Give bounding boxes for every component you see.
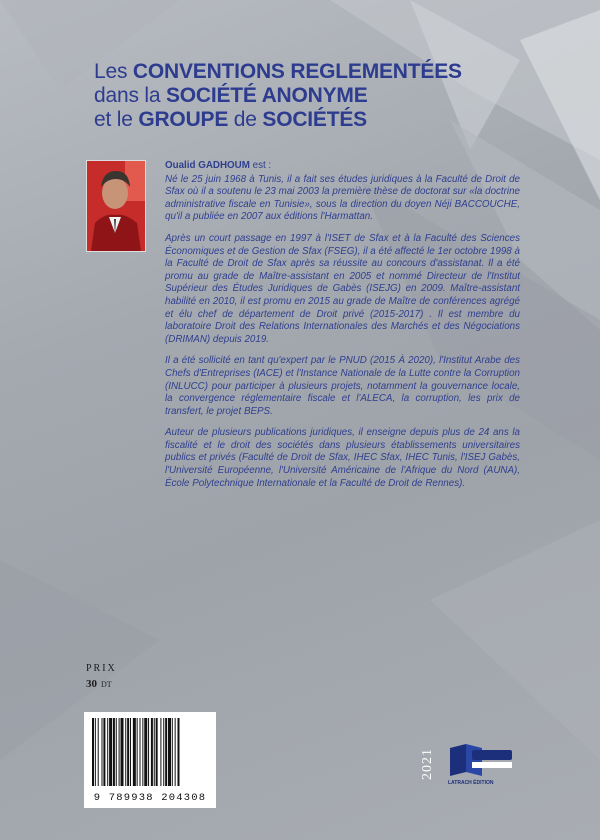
author-name: Oualid GADHOUM (165, 160, 250, 171)
title-line-2-prefix: dans la (94, 84, 166, 107)
title-line-1-prefix: Les (94, 60, 133, 83)
author-biography (165, 160, 520, 499)
title-line-3-mid: de (228, 108, 263, 131)
author-line (165, 160, 520, 173)
publisher-name: LATRACH ÉDITION (448, 780, 494, 786)
price-label: PRIX (86, 663, 117, 674)
barcode (84, 712, 216, 808)
bio-paragraph-1: Né le 25 juin 1968 à Tunis, il a fait ses études juridiques à la Faculté de Droit de Sfax où il a soutenu le 23 mai 2003 la première thèse de doctorat sur «la doctrine administrative fiscale en Tunisie», sous la direction du doyen Néji BACCOUCHE, qu'il a publiée en 2007 aux éditions l'Harmattan. (165, 173, 520, 223)
barcode-number: 9 789938 204308 (93, 792, 207, 804)
title-line-3-bold-2: SOCIÉTÉS (262, 108, 367, 131)
title-line-1 (94, 60, 514, 84)
price-value: 30 (86, 678, 97, 690)
title-line-3 (94, 108, 514, 132)
barcode-bars (84, 712, 216, 790)
book-title (94, 60, 514, 132)
author-suffix: est : (249, 160, 272, 171)
price-block (86, 663, 117, 692)
publication-year: 2021 (420, 748, 435, 780)
title-line-1-bold: CONVENTIONS REGLEMENTÉES (132, 60, 462, 83)
title-line-3-bold-1: GROUPE (138, 108, 229, 131)
title-line-2-bold: SOCIÉTÉ ANONYME (165, 84, 368, 107)
title-line-2 (94, 84, 514, 108)
title-line-3-prefix: et le (94, 108, 139, 131)
bio-paragraph-2: Après un court passage en 1997 à l'ISET de Sfax et à la Faculté des Sciences Économiques et de Gestion de Sfax (FSEG), il a été affecté le 1er octobre 1998 à la Faculté de Droit de Sfax après sa réussite au concours d'assistanat. Il a été promu au grade de Maître-assistant en 2005 et nommé Directeur de l'Institut Supérieur des Études Juridiques de Gabès (ISEJG) en 2009. Maître-assistant habilité en 2010, il est promu en 2015 au grade de Maître de conférences agrégé et élu chef de département de Droit privé (2015-2017) . Il est membre du laboratoire Droit des Relations Internationales des Marchés et des Négociations (DRIMAN) depuis 2019. (165, 232, 520, 345)
price-currency: DT (101, 680, 112, 689)
author-photo (86, 160, 146, 252)
bio-paragraph-3: Il a été sollicité en tant qu'expert par le PNUD (2015 À 2020), l'Institut Arabe des Chefs d'Entreprises (IACE) et l'Instance Nationale de la Lutte contre la Corruption (INLUCC) pour participer à plusieurs projets, notamment la gouvernance locale, la convergence réglementaire fiscale et l'ALECA, la corruption, les prix de transfert, le projet BEPS. (165, 355, 520, 417)
bio-paragraph-4: Auteur de plusieurs publications juridiques, il enseigne depuis plus de 24 ans la fiscalité et le droit des sociétés dans plusieurs établissements universitaires publics et privés (Faculté de Droit de Sfax, IHEC Sfax, IHEC Tunis, l'ISEJ Gabès, l'Université Européenne, l'Université Américaine de l'Afrique du Nord (AUNA), École Polytechnique Internationale et la Faculté de Droit de Rennes). (165, 427, 520, 489)
